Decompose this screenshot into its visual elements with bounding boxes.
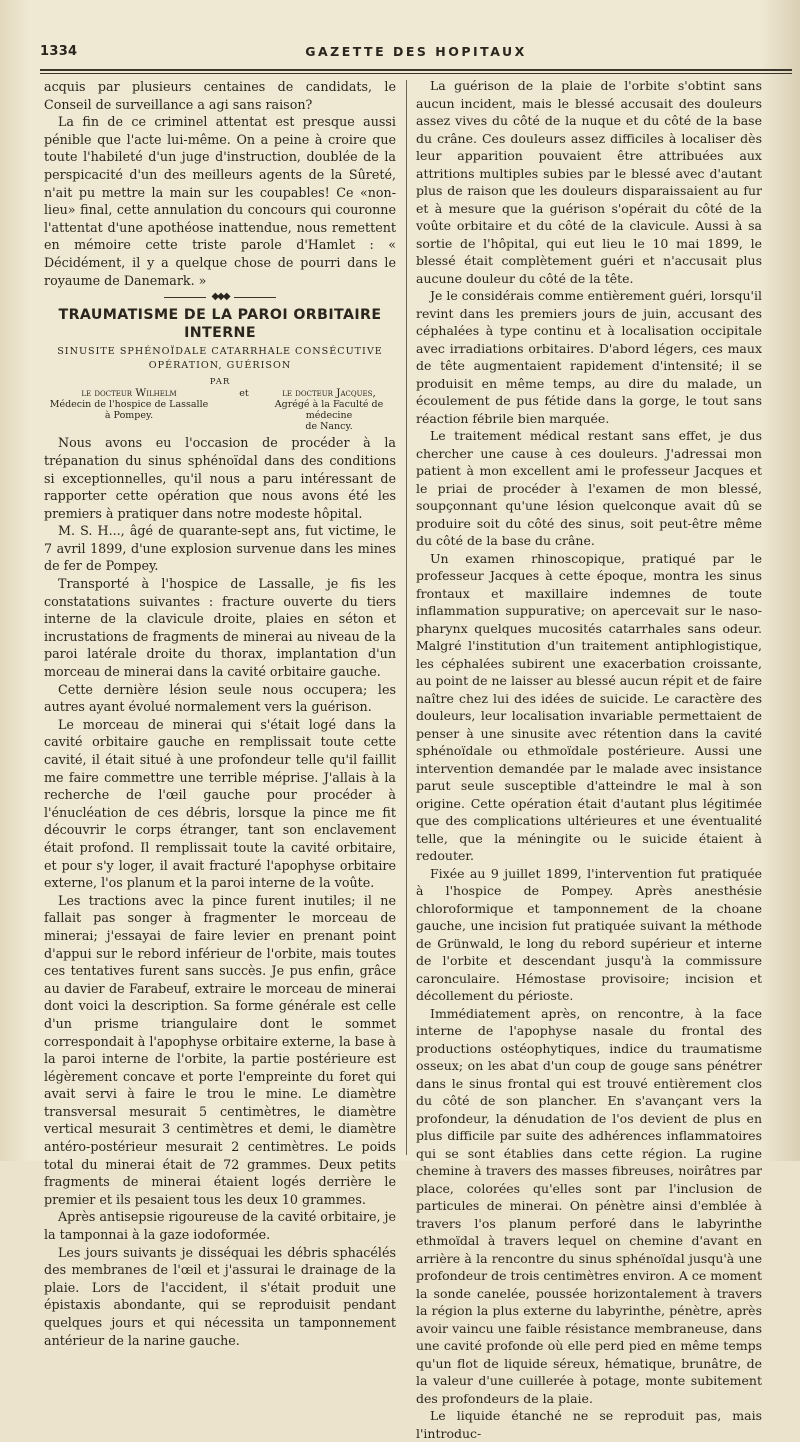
body-paragraph: Les jours suivants je disséquai les débris sphacélés des membranes de l'œil et j'assurai le drainage de la plaie. Lors de l'accident, il s'était produit une épistaxis abondante, qui se reproduisit pendant quelques jours et qui nécessita un tamponnement antérieur de la narine gauche. — [44, 1244, 396, 1348]
article-subtitle-line1: SINUSITE SPHÉNOÏDALE CATARRHALE CONSÉCUTIVE — [57, 346, 383, 358]
body-paragraph: Cette dernière lésion seule nous occupera; les autres ayant évolué normalement vers la guérison. — [44, 681, 396, 715]
header-rule — [40, 69, 792, 71]
body-paragraph: Nous avons eu l'occasion de procéder à la trépanation du sinus sphénoïdal dans des conditions si exceptionnelles, qu'il nous a paru intéressant de rapporter cette opération que nous avons été les premiers à pratiquer dans notre modeste hôpital. — [44, 435, 396, 521]
author-2 — [262, 388, 396, 432]
author-1-name: le docteur Wilhelm — [81, 387, 177, 400]
author-2-title: Agrégé à la Faculté de médecine — [274, 399, 384, 422]
article-title: TRAUMATISME DE LA PAROI ORBITAIRE INTERNE — [58, 307, 382, 341]
header-rule-thin — [40, 73, 792, 74]
body-paragraph: Après antisepsie rigoureuse de la cavité orbitaire, je la tamponnai à la gaze iodoformée. — [44, 1209, 396, 1243]
body-paragraph: Un examen rhinoscopique, pratiqué par le professeur Jacques à cette époque, montra les sinus frontaux et maxillaire indemnes de toute inflammation suppurative; on apercevait sur le naso-pharynx quelques mucosités catarrhales sans odeur. Malgré l'institution d'un traitement antiphlogistique, les céphalées subirent une exacerbation croissante, au point de ne laisser au blessé aucun répit et de faire naître chez lui des idées de suicide. Le caractère des douleurs, leur localisation invariable permettaient de penser à une sinusite avec rétention dans la cavité sphénoïdale ou ethmoïdale postérieure. Aussi une intervention demandée par le malade avec insistance parut seule susceptible d'atteindre le mal à son origine. Cette opération était d'autant plus légitimée que des complications ultérieures et une éventualité telle, que la méningite ou le suicide étaient à redouter. — [416, 550, 762, 863]
body-paragraph: M. S. H..., âgé de quarante-sept ans, fut victime, le 7 avril 1899, d'une explosion survenue dans les mines de fer de Pompey. — [44, 523, 396, 574]
body-paragraph: Transporté à l'hospice de Lassalle, je fis les constatations suivantes : fracture ouverte du tiers interne de la clavicule droite, plaies en séton et incrustations de fragments de minerai au niveau de la paroi latérale droite du thorax, implantation d'un morceau de minerai dans la cavité orbitaire gauche. — [44, 576, 396, 680]
intro-paragraph: La fin de ce criminel attentat est presque aussi pénible que l'acte lui-même. On a peine à croire que toute l'habileté d'un juge d'instruction, doublée de la perspicacité d'un des meilleurs agents de la Sûreté, n'ait pu mettre la main sur les coupables! Ce «non-lieu» final, cette annulation du concours qui couronne l'attentat d'une apothéose inattendue, nous remettent en mémoire cette triste parole d'Hamlet : « Décidément, il y a quelque chose de pourri dans le royaume de Danemark. » — [44, 114, 396, 288]
author-1 — [44, 388, 214, 421]
author-2-place: de Nancy. — [305, 421, 353, 433]
ornament-diamonds: ◆◆◆ — [206, 292, 234, 302]
left-column — [44, 78, 396, 1349]
author-1-place: à Pompey. — [104, 410, 154, 422]
body-paragraph: Le traitement médical restant sans effet, je dus chercher une cause à ces douleurs. J'adressai mon patient à mon excellent ami le professeur Jacques et le priai de procéder à l'examen de mon blessé, soupçonnant qu'une lésion quelconque avait dû se produire soit du côté des sinus, soit peut-être même du côté de la base du crâne. — [416, 428, 762, 548]
body-paragraph: Le liquide étanché ne se reproduit pas, mais l'introduc- — [416, 1408, 762, 1441]
page-header — [40, 44, 792, 66]
authors-et: et — [239, 388, 249, 400]
intro-paragraph: acquis par plusieurs centaines de candidats, le Conseil de surveillance a agi sans raison? — [44, 79, 396, 112]
article-par: PAR — [209, 377, 231, 388]
article-authors — [44, 387, 396, 433]
page-number: 1334 — [40, 44, 78, 59]
section-ornament — [44, 292, 396, 302]
body-paragraph: Fixée au 9 juillet 1899, l'intervention fut pratiquée à l'hospice de Pompey. Après anesthésie chloroformique et tamponnement de la choane gauche, une incision fut pratiquée suivant la méthode de Grünwald, le long du rebord supérieur et interne de l'orbite et descendant jusqu'à la commissure caronculaire. Hémostase provisoire; incision et décollement du périoste. — [416, 865, 762, 1003]
column-divider — [406, 80, 407, 1155]
body-paragraph: Les tractions avec la pince furent inutiles; il ne fallait pas songer à fragmenter le morceau de minerai; j'essayai de faire levier en prenant point d'appui sur le rebord inférieur de l'orbite, mais toutes ces tentatives furent sans succès. Je pus enfin, grâce au davier de Farabeuf, extraire le morceau de minerai dont voici la description. Sa forme générale est celle d'un prisme triangulaire dont le sommet correspondait à l'apophyse orbitaire externe, la base à la paroi interne de l'orbite, la partie postérieure est légèrement concave et porte l'empreinte du foret qui avait servi à faire le trou le mine. Le diamètre transversal mesurait 5 centimètres, le diamètre vertical mesurait 3 centimètres et demi, le diamètre antéro-postérieur mesurait 2 centimètres. Le poids total du minerai était de 72 grammes. Deux petits fragments de minerai étaient logés derrière le premier et ils pesaient tous les deux 10 grammes. — [44, 892, 396, 1207]
author-1-title: Médecin de l'hospice de Lassalle — [49, 399, 209, 411]
body-paragraph: Le morceau de minerai qui s'était logé dans la cavité orbitaire gauche en remplissait toute cette cavité, il était situé à une profondeur telle qu'il faillit me faire commettre une terrible méprise. J'allais à la recherche de l'œil gauche pour procéder à l'énucléation de ces débris, lorsque la pince me fit découvrir le corps étranger, tant son enclavement était profond. Il remplissait toute la cavité orbitaire, et pour s'y loger, il avait fracturé l'apophyse orbitaire externe, l'os planum et la paroi interne de la voûte. — [44, 716, 396, 891]
article-subtitle-line2: OPÉRATION, GUÉRISON — [148, 360, 292, 372]
body-paragraph: Immédiatement après, on rencontre, à la face interne de l'apophyse nasale du frontal des productions ostéophytiques, indice du traumatisme osseux; on les abat d'un coup de gouge sans pénétrer dans le sinus frontal qui est trouvé entièrement clos du côté de son plancher. En s'avançant vers la profondeur, la dénudation de l'os devient de plus en plus difficile par suite des adhérences inflammatoires qui se sont établies dans cette région. La rugine chemine à travers des masses fibreuses, noirâtres par place, colorées qu'elles sont par l'inclusion de particules de minerai. On pénètre ainsi d'emblée à travers l'os planum perforé dans le labyrinthe ethmoïdal à travers lequel on chemine d'avant en arrière à la rencontre du sinus sphénoïdal jusqu'à une profondeur de trois centimètres environ. A ce moment la sonde canelée, poussée horizontalement à travers la région la plus externe du labyrinthe, pénètre, après avoir vaincu une faible résistance membraneuse, dans une cavité profonde où elle perd pied en même temps qu'un flot de liquide séreux, hématique, brunâtre, de la valeur d'une cuillerée à potage, monte subitement des profondeurs de la plaie. — [416, 1005, 762, 1406]
journal-title: GAZETTE DES HOPITAUX — [305, 44, 527, 59]
author-2-name: le docteur Jacques, — [282, 387, 376, 400]
right-column — [416, 77, 762, 1442]
body-paragraph: Je le considérais comme entièrement guéri, lorsqu'il revint dans les premiers jours de juin, accusant des céphalées à type continu et à localisation occipitale avec irradiations orbitaires. D'abord légers, ces maux de tête augmentaient rapidement d'intensité; il se produisit en même temps, au dire du malade, un écoulement de pus fétide dans la gorge, le tout sans réaction fébrile bien marquée. — [416, 288, 762, 426]
body-paragraph: La guérison de la plaie de l'orbite s'obtint sans aucun incident, mais le blessé accusait des douleurs assez vives du côté de la nuque et du côté de la base du crâne. Ces douleurs assez difficiles à localiser dès leur apparition pouvaient être attribuées aux attritions multiples subies par le blessé avec d'autant plus de raison que les douleurs disparaissaient au fur et à mesure que la guérison s'opérait du côté de la voûte orbitaire et du côté de la clavicule. Aussi à sa sortie de l'hôpital, qui eut lieu le 10 mai 1899, le blessé était complètement guéri et n'accusait plus aucune douleur du côté de la tête. — [416, 78, 762, 286]
